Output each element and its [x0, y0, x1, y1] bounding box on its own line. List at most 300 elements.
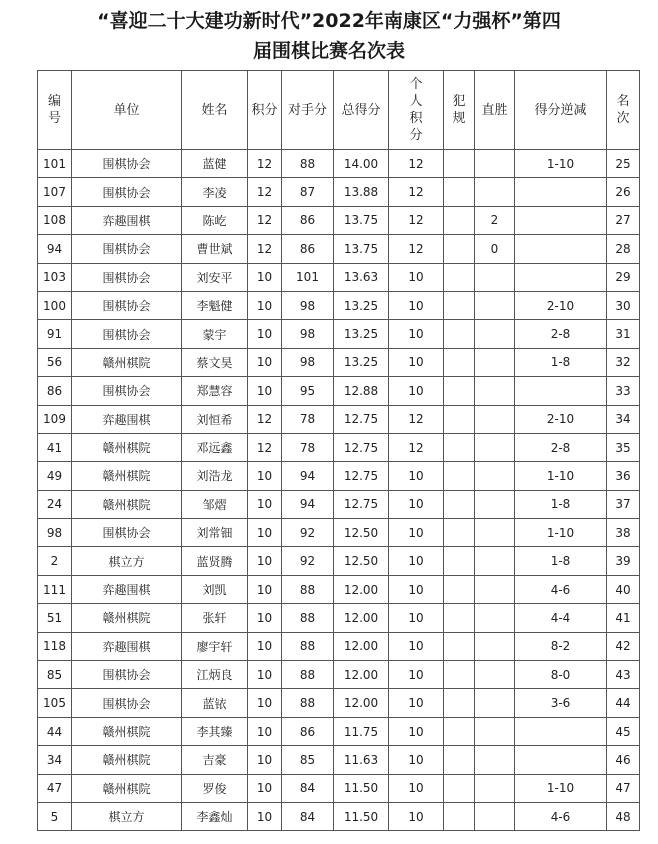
- cell-rank: 34: [607, 405, 640, 433]
- cell-foul: [444, 462, 475, 490]
- cell-total-score: 12.75: [334, 462, 389, 490]
- cell-personal-points: 10: [389, 632, 444, 660]
- table-header-row: [38, 71, 640, 150]
- cell-personal-points: 10: [389, 746, 444, 774]
- cell-opponent-score: 78: [282, 433, 334, 461]
- cell-name: 郑慧容: [182, 377, 248, 405]
- cell-name: 李其臻: [182, 717, 248, 745]
- cell-unit: 围棋协会: [72, 178, 182, 206]
- cell-points: 10: [248, 377, 282, 405]
- cell-score-reverse: [515, 746, 607, 774]
- title-line-1: “喜迎二十大建功新时代”2022年南康区“力强杯”第四: [97, 10, 561, 32]
- cell-personal-points: 10: [389, 377, 444, 405]
- table-row: [38, 575, 640, 603]
- cell-direct-win: [475, 717, 515, 745]
- cell-total-score: 12.00: [334, 575, 389, 603]
- cell-opponent-score: 94: [282, 462, 334, 490]
- cell-name: 蓝贤腾: [182, 547, 248, 575]
- table-row: [38, 433, 640, 461]
- cell-personal-points: 12: [389, 235, 444, 263]
- table-row: [38, 320, 640, 348]
- cell-foul: [444, 632, 475, 660]
- cell-unit: 赣州棋院: [72, 604, 182, 632]
- table-row: [38, 519, 640, 547]
- cell-points: 10: [248, 490, 282, 518]
- cell-points: 10: [248, 604, 282, 632]
- ranking-table: [37, 70, 640, 831]
- table-row: [38, 689, 640, 717]
- cell-unit: 围棋协会: [72, 291, 182, 319]
- cell-id: 24: [38, 490, 72, 518]
- cell-name: 蒙宇: [182, 320, 248, 348]
- table-row: [38, 717, 640, 745]
- cell-direct-win: [475, 802, 515, 830]
- cell-score-reverse: [515, 377, 607, 405]
- cell-points: 10: [248, 263, 282, 291]
- cell-score-reverse: 8-0: [515, 661, 607, 689]
- header-rank: 名次: [607, 71, 640, 150]
- cell-unit: 围棋协会: [72, 661, 182, 689]
- cell-opponent-score: 84: [282, 802, 334, 830]
- cell-total-score: 13.25: [334, 320, 389, 348]
- cell-id: 103: [38, 263, 72, 291]
- cell-personal-points: 12: [389, 150, 444, 178]
- cell-id: 91: [38, 320, 72, 348]
- cell-unit: 弈趣围棋: [72, 405, 182, 433]
- cell-name: 刘恒希: [182, 405, 248, 433]
- cell-score-reverse: [515, 206, 607, 234]
- table-row: [38, 462, 640, 490]
- cell-score-reverse: [515, 717, 607, 745]
- cell-rank: 28: [607, 235, 640, 263]
- cell-points: 12: [248, 178, 282, 206]
- cell-foul: [444, 717, 475, 745]
- cell-id: 111: [38, 575, 72, 603]
- cell-foul: [444, 490, 475, 518]
- cell-total-score: 13.75: [334, 235, 389, 263]
- cell-personal-points: 10: [389, 490, 444, 518]
- cell-direct-win: [475, 632, 515, 660]
- cell-points: 10: [248, 774, 282, 802]
- cell-score-reverse: 1-8: [515, 490, 607, 518]
- cell-unit: 围棋协会: [72, 377, 182, 405]
- cell-unit: 弈趣围棋: [72, 632, 182, 660]
- cell-name: 曹世斌: [182, 235, 248, 263]
- cell-total-score: 12.75: [334, 405, 389, 433]
- cell-id: 56: [38, 348, 72, 376]
- cell-rank: 35: [607, 433, 640, 461]
- cell-opponent-score: 98: [282, 291, 334, 319]
- cell-id: 107: [38, 178, 72, 206]
- cell-total-score: 12.00: [334, 661, 389, 689]
- cell-name: 刘凯: [182, 575, 248, 603]
- cell-unit: 围棋协会: [72, 519, 182, 547]
- cell-id: 2: [38, 547, 72, 575]
- cell-opponent-score: 95: [282, 377, 334, 405]
- cell-unit: 围棋协会: [72, 150, 182, 178]
- cell-direct-win: [475, 150, 515, 178]
- cell-unit: 赣州棋院: [72, 490, 182, 518]
- cell-rank: 45: [607, 717, 640, 745]
- cell-direct-win: [475, 263, 515, 291]
- cell-name: 陈屹: [182, 206, 248, 234]
- cell-foul: [444, 348, 475, 376]
- cell-total-score: 12.50: [334, 547, 389, 575]
- cell-opponent-score: 92: [282, 519, 334, 547]
- table-row: [38, 377, 640, 405]
- header-points: 积分: [248, 71, 282, 150]
- cell-name: 李鑫灿: [182, 802, 248, 830]
- cell-foul: [444, 746, 475, 774]
- cell-total-score: 11.75: [334, 717, 389, 745]
- cell-name: 李凌: [182, 178, 248, 206]
- cell-name: 蓝铱: [182, 689, 248, 717]
- cell-score-reverse: [515, 235, 607, 263]
- cell-rank: 37: [607, 490, 640, 518]
- cell-opponent-score: 86: [282, 206, 334, 234]
- cell-direct-win: [475, 291, 515, 319]
- cell-points: 12: [248, 405, 282, 433]
- cell-points: 10: [248, 802, 282, 830]
- cell-personal-points: 10: [389, 462, 444, 490]
- cell-id: 85: [38, 661, 72, 689]
- cell-id: 47: [38, 774, 72, 802]
- cell-score-reverse: 1-8: [515, 348, 607, 376]
- cell-personal-points: 10: [389, 547, 444, 575]
- cell-id: 98: [38, 519, 72, 547]
- cell-direct-win: [475, 320, 515, 348]
- cell-opponent-score: 94: [282, 490, 334, 518]
- cell-id: 101: [38, 150, 72, 178]
- cell-total-score: 11.63: [334, 746, 389, 774]
- cell-rank: 41: [607, 604, 640, 632]
- cell-opponent-score: 88: [282, 689, 334, 717]
- cell-points: 10: [248, 320, 282, 348]
- cell-foul: [444, 178, 475, 206]
- cell-personal-points: 10: [389, 774, 444, 802]
- cell-id: 100: [38, 291, 72, 319]
- cell-direct-win: [475, 377, 515, 405]
- cell-rank: 26: [607, 178, 640, 206]
- cell-points: 10: [248, 547, 282, 575]
- cell-total-score: 13.25: [334, 291, 389, 319]
- cell-foul: [444, 519, 475, 547]
- cell-direct-win: [475, 774, 515, 802]
- cell-opponent-score: 88: [282, 632, 334, 660]
- cell-score-reverse: 2-8: [515, 320, 607, 348]
- cell-name: 蓝健: [182, 150, 248, 178]
- cell-rank: 30: [607, 291, 640, 319]
- cell-points: 10: [248, 632, 282, 660]
- cell-direct-win: [475, 661, 515, 689]
- cell-opponent-score: 101: [282, 263, 334, 291]
- cell-direct-win: [475, 689, 515, 717]
- cell-direct-win: 0: [475, 235, 515, 263]
- cell-name: 李魁健: [182, 291, 248, 319]
- cell-total-score: 13.75: [334, 206, 389, 234]
- cell-id: 51: [38, 604, 72, 632]
- cell-personal-points: 12: [389, 433, 444, 461]
- cell-points: 10: [248, 689, 282, 717]
- cell-opponent-score: 86: [282, 717, 334, 745]
- table-row: [38, 661, 640, 689]
- title-line-2: 届围棋比赛名次表: [252, 40, 405, 62]
- header-foul: 犯规: [444, 71, 475, 150]
- cell-rank: 32: [607, 348, 640, 376]
- cell-points: 12: [248, 433, 282, 461]
- cell-foul: [444, 377, 475, 405]
- table-row: [38, 547, 640, 575]
- cell-unit: 赣州棋院: [72, 746, 182, 774]
- table-row: [38, 263, 640, 291]
- header-direct-win: 直胜: [475, 71, 515, 150]
- cell-points: 10: [248, 462, 282, 490]
- cell-foul: [444, 433, 475, 461]
- header-total-score: 总得分: [334, 71, 389, 150]
- cell-unit: 棋立方: [72, 802, 182, 830]
- cell-rank: 44: [607, 689, 640, 717]
- cell-unit: 围棋协会: [72, 689, 182, 717]
- cell-rank: 40: [607, 575, 640, 603]
- cell-opponent-score: 98: [282, 348, 334, 376]
- cell-points: 12: [248, 206, 282, 234]
- table-row: [38, 405, 640, 433]
- cell-id: 105: [38, 689, 72, 717]
- cell-personal-points: 10: [389, 802, 444, 830]
- cell-points: 12: [248, 235, 282, 263]
- cell-score-reverse: 1-10: [515, 774, 607, 802]
- cell-score-reverse: [515, 178, 607, 206]
- cell-foul: [444, 320, 475, 348]
- header-score-reverse: 得分逆减: [515, 71, 607, 150]
- cell-total-score: 13.63: [334, 263, 389, 291]
- cell-total-score: 14.00: [334, 150, 389, 178]
- cell-rank: 33: [607, 377, 640, 405]
- cell-direct-win: [475, 746, 515, 774]
- header-opponent-score: 对手分: [282, 71, 334, 150]
- cell-total-score: 12.75: [334, 433, 389, 461]
- cell-personal-points: 10: [389, 320, 444, 348]
- cell-personal-points: 10: [389, 661, 444, 689]
- cell-rank: 47: [607, 774, 640, 802]
- table-row: [38, 746, 640, 774]
- cell-points: 10: [248, 575, 282, 603]
- cell-points: 12: [248, 150, 282, 178]
- table-body: [38, 150, 640, 831]
- cell-personal-points: 10: [389, 604, 444, 632]
- table-row: [38, 774, 640, 802]
- table-row: [38, 206, 640, 234]
- cell-name: 刘常钿: [182, 519, 248, 547]
- document-title: [0, 0, 658, 66]
- cell-direct-win: [475, 519, 515, 547]
- cell-foul: [444, 689, 475, 717]
- cell-id: 94: [38, 235, 72, 263]
- table-row: [38, 802, 640, 830]
- cell-name: 张轩: [182, 604, 248, 632]
- cell-id: 109: [38, 405, 72, 433]
- cell-total-score: 11.50: [334, 774, 389, 802]
- cell-total-score: 12.50: [334, 519, 389, 547]
- cell-points: 10: [248, 746, 282, 774]
- cell-rank: 31: [607, 320, 640, 348]
- cell-points: 10: [248, 717, 282, 745]
- cell-unit: 围棋协会: [72, 235, 182, 263]
- cell-personal-points: 10: [389, 717, 444, 745]
- cell-foul: [444, 774, 475, 802]
- cell-total-score: 12.88: [334, 377, 389, 405]
- cell-opponent-score: 98: [282, 320, 334, 348]
- cell-score-reverse: 4-6: [515, 575, 607, 603]
- cell-points: 10: [248, 519, 282, 547]
- cell-unit: 围棋协会: [72, 320, 182, 348]
- cell-unit: 赣州棋院: [72, 774, 182, 802]
- cell-rank: 46: [607, 746, 640, 774]
- cell-id: 5: [38, 802, 72, 830]
- cell-unit: 弈趣围棋: [72, 206, 182, 234]
- cell-score-reverse: 1-10: [515, 462, 607, 490]
- table-row: [38, 291, 640, 319]
- cell-rank: 29: [607, 263, 640, 291]
- cell-score-reverse: 2-10: [515, 291, 607, 319]
- cell-rank: 48: [607, 802, 640, 830]
- cell-name: 邹熠: [182, 490, 248, 518]
- table-row: [38, 348, 640, 376]
- cell-unit: 赣州棋院: [72, 348, 182, 376]
- cell-unit: 赣州棋院: [72, 462, 182, 490]
- cell-total-score: 12.00: [334, 689, 389, 717]
- cell-total-score: 13.25: [334, 348, 389, 376]
- table-row: [38, 150, 640, 178]
- cell-personal-points: 10: [389, 348, 444, 376]
- cell-personal-points: 12: [389, 405, 444, 433]
- cell-unit: 弈趣围棋: [72, 575, 182, 603]
- cell-name: 蔡文昊: [182, 348, 248, 376]
- cell-score-reverse: 2-10: [515, 405, 607, 433]
- cell-score-reverse: 4-6: [515, 802, 607, 830]
- cell-total-score: 12.00: [334, 604, 389, 632]
- cell-points: 10: [248, 661, 282, 689]
- cell-opponent-score: 88: [282, 150, 334, 178]
- cell-opponent-score: 78: [282, 405, 334, 433]
- cell-rank: 27: [607, 206, 640, 234]
- cell-foul: [444, 547, 475, 575]
- cell-id: 34: [38, 746, 72, 774]
- cell-direct-win: [475, 547, 515, 575]
- table-row: [38, 604, 640, 632]
- cell-opponent-score: 86: [282, 235, 334, 263]
- cell-opponent-score: 88: [282, 604, 334, 632]
- cell-personal-points: 10: [389, 689, 444, 717]
- cell-points: 10: [248, 291, 282, 319]
- cell-foul: [444, 263, 475, 291]
- cell-total-score: 13.88: [334, 178, 389, 206]
- cell-foul: [444, 661, 475, 689]
- header-id: 编号: [38, 71, 72, 150]
- cell-id: 86: [38, 377, 72, 405]
- cell-unit: 赣州棋院: [72, 433, 182, 461]
- cell-foul: [444, 802, 475, 830]
- cell-opponent-score: 92: [282, 547, 334, 575]
- header-unit: 单位: [72, 71, 182, 150]
- cell-score-reverse: 3-6: [515, 689, 607, 717]
- cell-direct-win: [475, 604, 515, 632]
- cell-direct-win: [475, 575, 515, 603]
- cell-id: 118: [38, 632, 72, 660]
- cell-id: 108: [38, 206, 72, 234]
- cell-rank: 42: [607, 632, 640, 660]
- cell-direct-win: [475, 405, 515, 433]
- cell-direct-win: 2: [475, 206, 515, 234]
- table-row: [38, 490, 640, 518]
- cell-personal-points: 10: [389, 291, 444, 319]
- cell-personal-points: 12: [389, 206, 444, 234]
- cell-score-reverse: [515, 263, 607, 291]
- cell-name: 廖宇轩: [182, 632, 248, 660]
- cell-points: 10: [248, 348, 282, 376]
- cell-score-reverse: 2-8: [515, 433, 607, 461]
- cell-foul: [444, 206, 475, 234]
- cell-personal-points: 12: [389, 178, 444, 206]
- cell-foul: [444, 150, 475, 178]
- cell-foul: [444, 291, 475, 319]
- table-row: [38, 235, 640, 263]
- cell-unit: 赣州棋院: [72, 717, 182, 745]
- cell-direct-win: [475, 433, 515, 461]
- cell-unit: 围棋协会: [72, 263, 182, 291]
- cell-opponent-score: 87: [282, 178, 334, 206]
- cell-score-reverse: 1-8: [515, 547, 607, 575]
- cell-personal-points: 10: [389, 575, 444, 603]
- cell-foul: [444, 604, 475, 632]
- cell-total-score: 12.75: [334, 490, 389, 518]
- cell-direct-win: [475, 348, 515, 376]
- cell-id: 49: [38, 462, 72, 490]
- cell-rank: 39: [607, 547, 640, 575]
- cell-direct-win: [475, 178, 515, 206]
- cell-rank: 25: [607, 150, 640, 178]
- cell-foul: [444, 405, 475, 433]
- cell-score-reverse: 1-10: [515, 150, 607, 178]
- cell-personal-points: 10: [389, 519, 444, 547]
- cell-name: 吉豪: [182, 746, 248, 774]
- cell-foul: [444, 575, 475, 603]
- cell-rank: 43: [607, 661, 640, 689]
- cell-name: 江炳良: [182, 661, 248, 689]
- cell-name: 刘浩龙: [182, 462, 248, 490]
- cell-score-reverse: 4-4: [515, 604, 607, 632]
- cell-rank: 38: [607, 519, 640, 547]
- cell-id: 41: [38, 433, 72, 461]
- cell-unit: 棋立方: [72, 547, 182, 575]
- cell-opponent-score: 88: [282, 661, 334, 689]
- cell-personal-points: 10: [389, 263, 444, 291]
- cell-score-reverse: 8-2: [515, 632, 607, 660]
- cell-foul: [444, 235, 475, 263]
- cell-rank: 36: [607, 462, 640, 490]
- cell-name: 罗俊: [182, 774, 248, 802]
- cell-name: 刘安平: [182, 263, 248, 291]
- header-personal-points: 个人积分: [389, 71, 444, 150]
- cell-direct-win: [475, 462, 515, 490]
- cell-direct-win: [475, 490, 515, 518]
- cell-total-score: 12.00: [334, 632, 389, 660]
- header-name: 姓名: [182, 71, 248, 150]
- cell-id: 44: [38, 717, 72, 745]
- cell-score-reverse: 1-10: [515, 519, 607, 547]
- cell-name: 邓远鑫: [182, 433, 248, 461]
- cell-opponent-score: 88: [282, 575, 334, 603]
